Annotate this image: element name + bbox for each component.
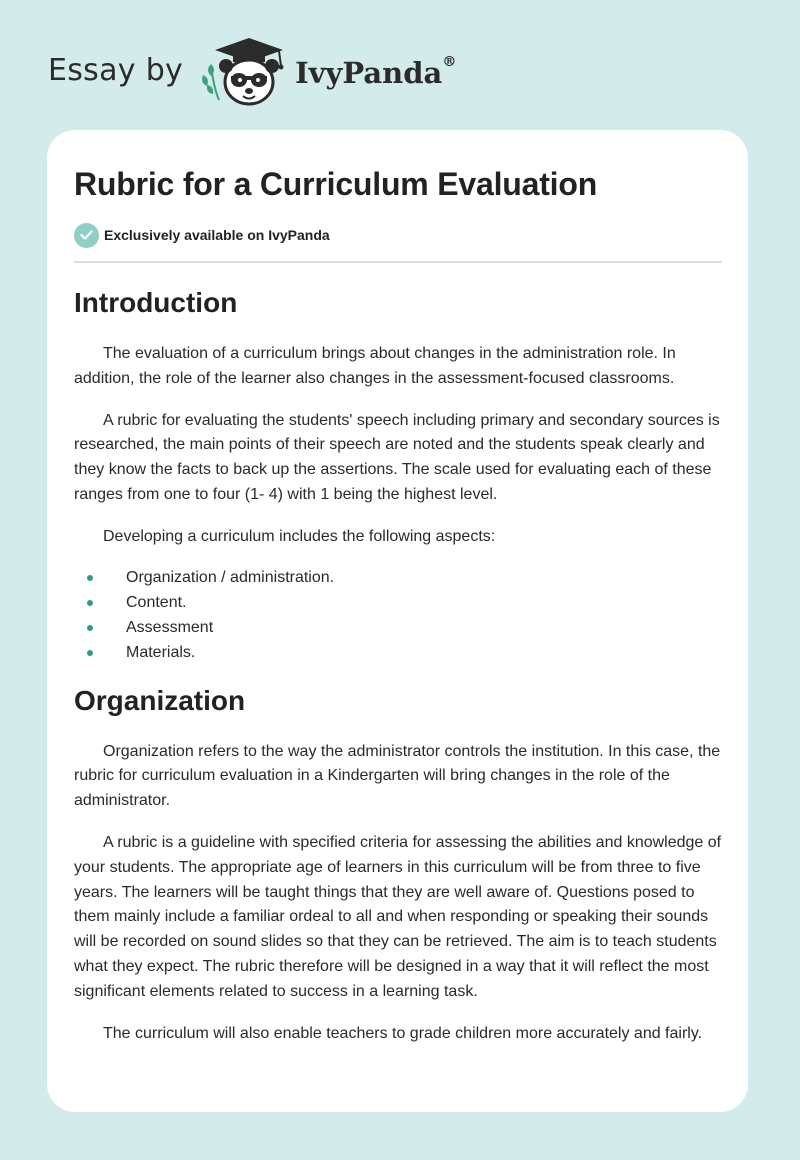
panda-logo-icon[interactable]	[199, 36, 291, 108]
section-heading-introduction: Introduction	[74, 287, 238, 318]
essay-card	[47, 130, 748, 1112]
paragraph: A rubric for evaluating the students' speech including primary and secondary sources is researched, the main points of their speech are noted and the students speak clearly and they know the facts to back up the assertions. The scale used for evaluating each of these ranges from one to four (1- 4) with 1 being the highest level.	[74, 411, 720, 503]
site-header	[48, 36, 508, 108]
list-item: Content.	[74, 590, 722, 615]
paragraph: A rubric is a guideline with specified criteria for assessing the abilities and knowledge of your students. The appropriate age of learners in this curriculum will be from three to five years. The learners will be taught things that they are well aware of. Questions posed to them mainly include a familiar ordeal to all and when responding or speaking their sounds will be recorded on sound slides so that they can be retrieved. The aim is to teach students what they expect. The rubric therefore will be designed in a way that it will reflect the most significant elements related to success in a learning task.	[74, 833, 722, 1000]
exclusive-badge	[74, 222, 722, 248]
bullet-icon	[87, 650, 93, 656]
exclusive-badge-label: Exclusively available on IvyPanda	[104, 227, 330, 243]
aspects-list	[74, 565, 722, 665]
brand-name[interactable]: IvyPanda®	[295, 54, 457, 90]
essay-by-label: Essay by	[48, 52, 184, 88]
bullet-icon	[87, 575, 93, 581]
list-item: Organization / administration.	[74, 565, 722, 590]
bullet-icon	[87, 600, 93, 606]
trademark-symbol: ®	[442, 54, 457, 70]
paragraph: The evaluation of a curriculum brings about changes in the administration role. In addition, the role of the learner also changes in the assessment-focused classrooms.	[74, 345, 676, 387]
divider	[74, 261, 722, 263]
paragraph: The curriculum will also enable teachers to grade children more accurately and fairly.	[103, 1024, 703, 1042]
list-item: Assessment	[74, 615, 722, 640]
page-title: Rubric for a Curriculum Evaluation	[74, 166, 598, 202]
section-heading-organization: Organization	[74, 684, 246, 716]
check-circle-icon	[74, 223, 99, 248]
list-item: Materials.	[74, 640, 722, 665]
paragraph: Developing a curriculum includes the following aspects:	[103, 527, 496, 545]
paragraph: Organization refers to the way the administrator controls the institution. In this case, the rubric for curriculum evaluation in a Kindergarten will bring changes in the role of the administrator.	[74, 742, 721, 810]
bullet-icon	[87, 625, 93, 631]
